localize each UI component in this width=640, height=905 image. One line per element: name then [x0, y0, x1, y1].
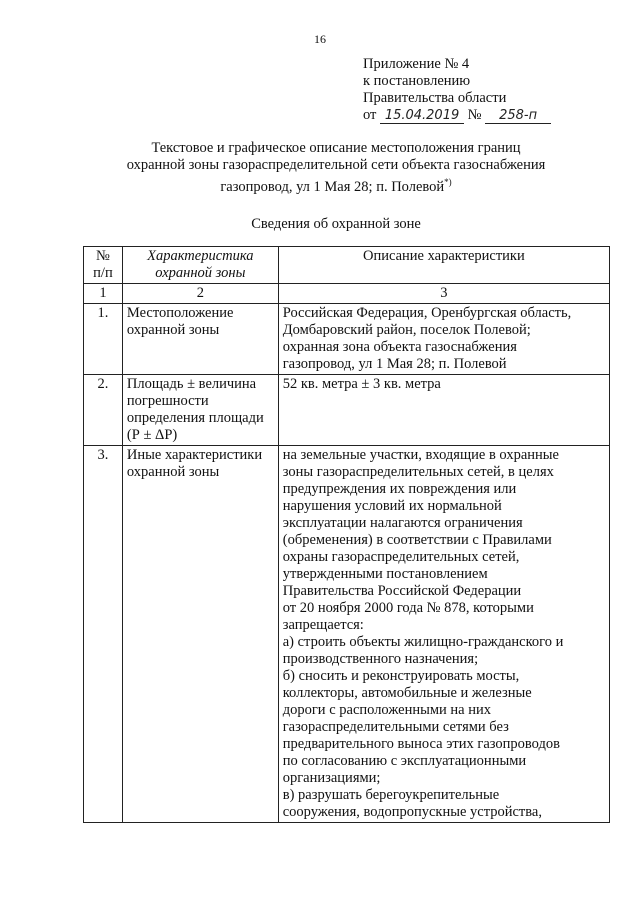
- table-row: [84, 446, 610, 823]
- title-line: газопровод, ул 1 Мая 28; п. Полевой: [220, 178, 445, 195]
- description-line: организациями;: [282, 770, 381, 786]
- title-line: Текстовое и графическое описание местоположения границ: [151, 140, 521, 156]
- section-subtitle: Сведения об охранной зоне: [251, 216, 421, 232]
- characteristic-line: погрешности: [126, 393, 209, 409]
- page-number: 16: [314, 32, 326, 46]
- description-line: газопровод, ул 1 Мая 28; п. Полевой: [282, 356, 507, 372]
- description-cell: [278, 375, 609, 446]
- characteristic-line: (Р ± ΔР): [126, 427, 178, 443]
- appendix-block: [363, 56, 551, 124]
- column-number: 2: [122, 284, 278, 304]
- description-line: запрещается:: [282, 617, 364, 633]
- header-text: Характеристика: [147, 248, 254, 264]
- date-prefix: от: [363, 107, 377, 123]
- table-row: [84, 375, 610, 446]
- description-line: от 20 ноября 2000 года № 878, которыми: [282, 600, 534, 616]
- characteristic-cell: [122, 375, 278, 446]
- document-title: [60, 140, 612, 196]
- characteristic-line: определения площади: [126, 410, 264, 426]
- description-cell: [278, 304, 609, 375]
- characteristic-line: охранной зоны: [126, 464, 220, 480]
- description-line: 52 кв. метра ± 3 кв. метра: [282, 376, 441, 392]
- header-text: охранной зоны: [155, 265, 246, 281]
- protection-zone-table: [83, 246, 610, 823]
- characteristic-line: Местоположение: [126, 305, 234, 321]
- description-line: охранная зона объекта газоснабжения: [282, 339, 517, 355]
- characteristic-line: Иные характеристики: [126, 447, 263, 463]
- characteristic-cell: [122, 446, 278, 823]
- header-text: п/п: [93, 265, 113, 281]
- description-line: по согласованию с эксплуатационными: [282, 753, 527, 769]
- appendix-line: к постановлению: [363, 73, 471, 89]
- handwritten-date: 15.04.2019: [380, 109, 464, 124]
- table-body: [84, 304, 610, 823]
- header-text: №: [96, 248, 110, 264]
- description-line: дороги с расположенными на них: [282, 702, 491, 718]
- appendix-date-line: [363, 107, 551, 124]
- description-line: охраны газораспределительных сетей,: [282, 549, 520, 565]
- appendix-line: Приложение № 4: [363, 56, 470, 72]
- description-line: сооружения, водопропускные устройства,: [282, 804, 542, 820]
- row-number: 2.: [84, 375, 123, 446]
- description-line: (обременения) в соответствии с Правилами: [282, 532, 552, 548]
- description-line: предварительного выноса этих газопроводов: [282, 736, 560, 752]
- column-number: 1: [84, 284, 123, 304]
- description-line: Российская Федерация, Оренбургская область,: [282, 305, 572, 321]
- description-line: Правительства Российской Федерации: [282, 583, 522, 599]
- column-number-row: [84, 284, 610, 304]
- header-cell-description: [278, 247, 609, 284]
- footnote-mark: *): [444, 177, 452, 187]
- row-number: 3.: [84, 446, 123, 823]
- header-text: Описание характеристики: [362, 248, 525, 264]
- description-line: нарушения условий их нормальной: [282, 498, 502, 514]
- description-line: предупреждения их повреждения или: [282, 481, 517, 497]
- description-line: утвержденными постановлением: [282, 566, 488, 582]
- description-line: а) строить объекты жилищно-гражданского и: [282, 634, 564, 650]
- handwritten-number: 258-п: [485, 109, 551, 124]
- header-cell-characteristic: [122, 247, 278, 284]
- description-line: зоны газораспределительных сетей, в целях: [282, 464, 554, 480]
- description-line: в) разрушать берегоукрепительные: [282, 787, 500, 803]
- title-line: охранной зоны газораспределительной сети объекта газоснабжения: [126, 157, 546, 173]
- description-line: Домбаровский район, поселок Полевой;: [282, 322, 531, 338]
- appendix-line: Правительства области: [363, 90, 507, 106]
- description-line: газораспределительными сетями без: [282, 719, 509, 735]
- header-cell-number: [84, 247, 123, 284]
- table-row: [84, 304, 610, 375]
- number-sign: №: [467, 107, 482, 123]
- description-line: на земельные участки, входящие в охранные: [282, 447, 559, 463]
- characteristic-line: Площадь ± величина: [126, 376, 257, 392]
- table-header-row: [84, 247, 610, 284]
- characteristic-cell: [122, 304, 278, 375]
- characteristic-line: охранной зоны: [126, 322, 220, 338]
- description-line: эксплуатации налагаются ограничения: [282, 515, 523, 531]
- title-line-last: [60, 174, 612, 196]
- row-number: 1.: [84, 304, 123, 375]
- description-line: б) сносить и реконструировать мосты,: [282, 668, 520, 684]
- description-line: производственного назначения;: [282, 651, 479, 667]
- description-line: коллекторы, автомобильные и железные: [282, 685, 532, 701]
- column-number: 3: [278, 284, 609, 304]
- description-cell: [278, 446, 609, 823]
